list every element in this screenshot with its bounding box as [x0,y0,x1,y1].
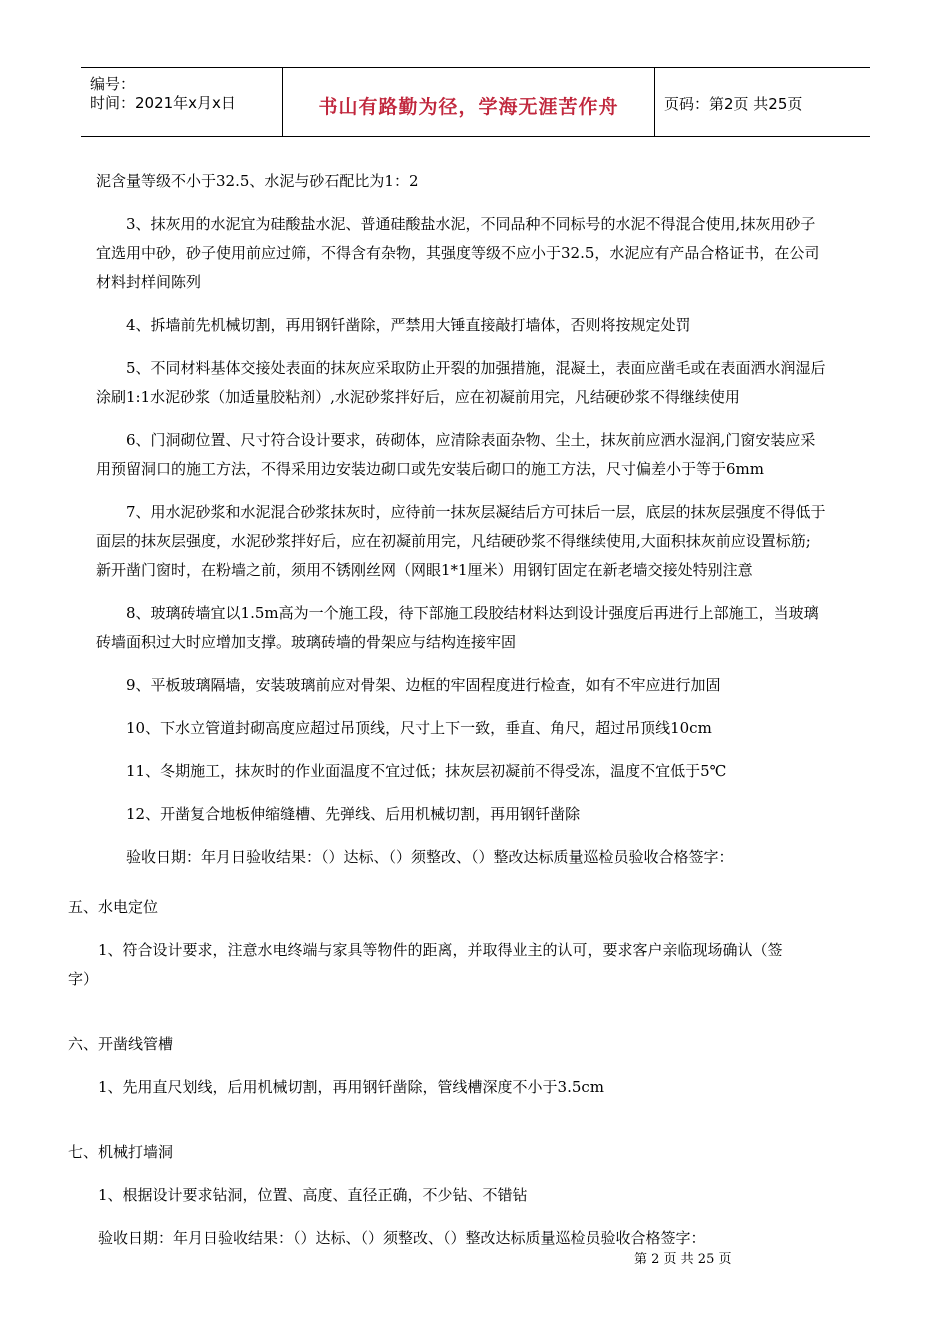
item-11: 11、冬期施工，抹灰时的作业面温度不宜过低；抹灰层初凝前不得受冻，温度不宜低于5℃ [126,762,727,780]
acceptance-line-2: 验收日期：年月日验收结果：（）达标、（）须整改、（）整改达标质量巡检员验收合格签字： [98,1229,706,1247]
header-right-cell [655,68,870,136]
section-6-title: 六、开凿线管槽 [68,1035,174,1053]
section-5-item-1-line-2: 字） [68,970,99,988]
header-motto: 书山有路勤为径，学海无涯苦作舟 [318,96,619,118]
page-header [81,67,870,137]
item-5-line-1: 5、不同材料基体交接处表面的抹灰应采取防止开裂的加强措施，混凝土，表面应凿毛或在表面洒水润湿后 [126,359,826,377]
document-body-lower [68,893,858,1253]
item-5-line-2: 涂刷1:1水泥砂浆（加适量胶粘剂）,水泥砂浆拌好后，应在初凝前用完，凡结硬砂浆不得继续使用 [96,388,740,406]
header-middle-cell [283,68,655,136]
page-footer: 第 2 页 共 25 页 [634,1252,732,1267]
item-7-line-1: 7、用水泥砂浆和水泥混合砂浆抹灰时，应待前一抹灰层凝结后方可抹后一层，底层的抹灰层强度不得低于 [126,503,826,521]
acceptance-line-1: 验收日期：年月日验收结果：（）达标、（）须整改、（）整改达标质量巡检员验收合格签字： [126,848,734,866]
item-12: 12、开凿复合地板伸缩缝槽、先弹线、后用机械切割，再用钢钎凿除 [126,805,581,823]
section-6-item-1: 1、先用直尺划线，后用机械切割，再用钢钎凿除，管线槽深度不小于3.5cm [98,1078,605,1096]
section-5-item-1-line-1: 1、符合设计要求，注意水电终端与家具等物件的距离，并取得业主的认可，要求客户亲临现场确认（签 [98,941,783,959]
item-6-line-1: 6、门洞砌位置、尺寸符合设计要求，砖砌体，应清除表面杂物、尘土，抹灰前应洒水湿润,门窗安装应采 [126,431,816,449]
document-body [96,167,886,894]
section-7-item-1: 1、根据设计要求钻洞，位置、高度、直径正确，不少钻、不错钻 [98,1186,528,1204]
header-page-number: 页码：第2页 共25页 [664,95,803,113]
item-8-line-2: 砖墙面积过大时应增加支撑。玻璃砖墙的骨架应与结构连接牢固 [96,633,517,651]
doc-time-label: 时间：2021年x月x日 [90,94,236,112]
header-left-cell [81,68,283,136]
item-3-line-3: 材料封样间陈列 [96,273,202,291]
section-7-title: 七、机械打墙洞 [68,1143,174,1161]
item-8-line-1: 8、玻璃砖墙宜以1.5m高为一个施工段，待下部施工段胶结材料达到设计强度后再进行上部施工，当玻璃 [126,604,819,622]
item-6-line-2: 用预留洞口的施工方法，不得采用边安装边砌口或先安装后砌口的施工方法，尺寸偏差小于等于6mm [96,460,764,478]
doc-number-label: 编号： [90,75,136,93]
paragraph-continuation: 泥含量等级不小于32.5、水泥与砂石配比为1：2 [96,172,419,190]
item-10: 10、下水立管道封砌高度应超过吊顶线，尺寸上下一致，垂直、角尺，超过吊顶线10cm [126,719,712,737]
section-5-title: 五、水电定位 [68,898,159,916]
item-3-line-2: 宜选用中砂，砂子使用前应过筛，不得含有杂物，其强度等级不应小于32.5，水泥应有产品合格证书，在公司 [96,244,820,262]
item-3-line-1: 3、抹灰用的水泥宜为硅酸盐水泥、普通硅酸盐水泥，不同品种不同标号的水泥不得混合使用,抹灰用砂子 [126,215,816,233]
item-9: 9、平板玻璃隔墙，安装玻璃前应对骨架、边框的牢固程度进行检查，如有不牢应进行加固 [126,676,721,694]
item-4: 4、拆墙前先机械切割，再用钢钎凿除，严禁用大锤直接敲打墙体，否则将按规定处罚 [126,316,691,334]
item-7-line-2: 面层的抹灰层强度，水泥砂浆拌好后，应在初凝前用完，凡结硬砂浆不得继续使用,大面积抹灰前应设置标筋; [96,532,811,550]
item-7-line-3: 新开凿门窗时，在粉墙之前，须用不锈刚丝网（网眼1*1厘米）用钢钉固定在新老墙交接处特别注意 [96,561,753,579]
